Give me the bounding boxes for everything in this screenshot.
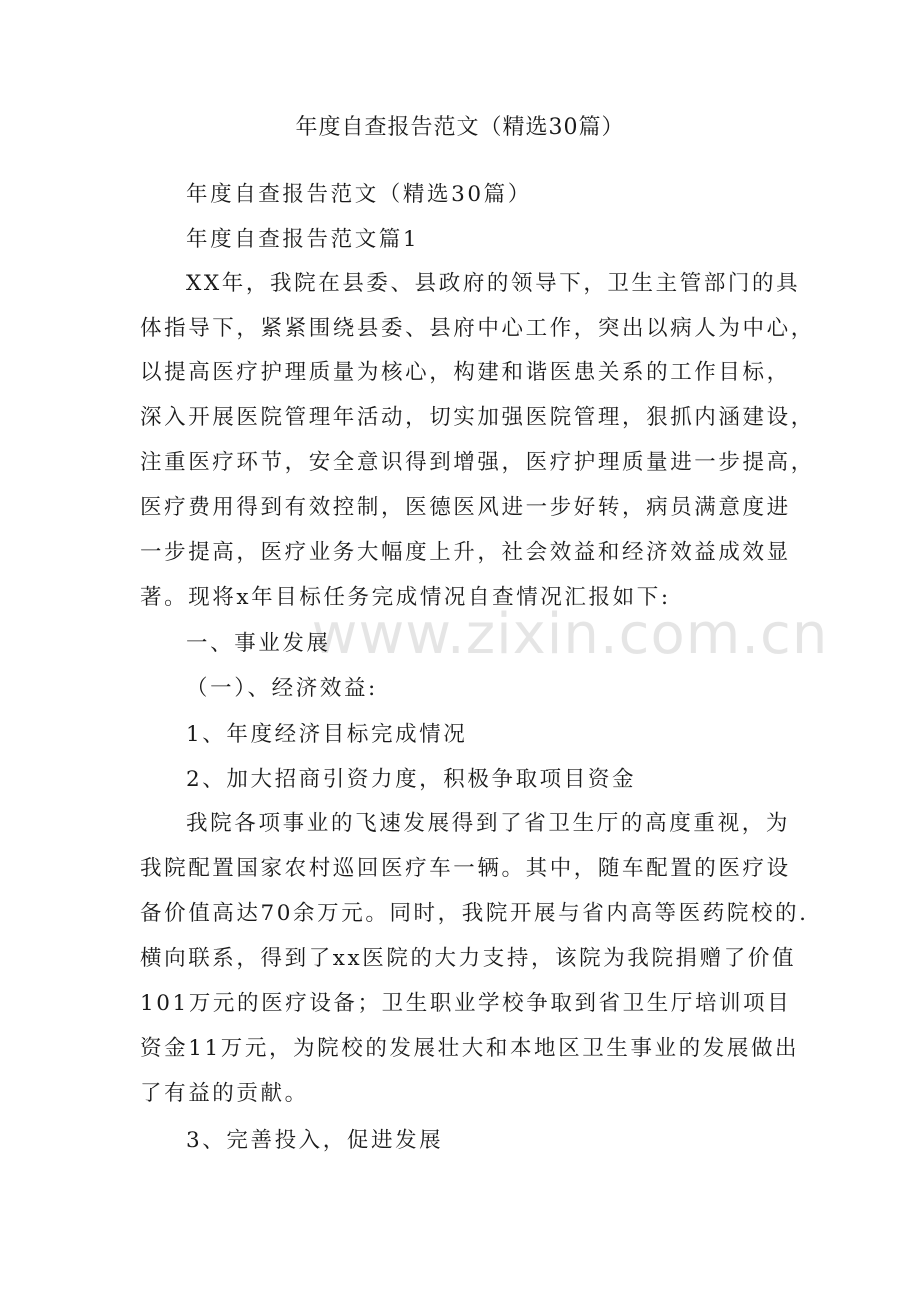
paragraph-line: 我院各项事业的飞速发展得到了省卫生厅的高度重视，为 [186, 811, 790, 836]
paragraph-line: XX年，我院在县委、县政府的领导下，卫生主管部门的具 [186, 271, 801, 296]
heading-line: 一、事业发展 [186, 631, 331, 656]
paragraph-line: 资金11万元，为院校的发展壮大和本地区卫生事业的发展做出 [140, 1036, 800, 1061]
subtitle-line: 年度自查报告范文（精选30篇） [186, 182, 532, 207]
watermark: www.zixin.com.cn [311, 602, 829, 667]
paragraph-line: 以提高医疗护理质量为核心，构建和谐医患关系的工作目标， [140, 360, 791, 385]
paragraph-line: 横向联系，得到了xx医院的大力支持，该院为我院捐赠了价值 [140, 946, 797, 971]
paragraph-line: 著。现将x年目标任务完成情况自查情况汇报如下: [140, 585, 671, 610]
heading-line: 2、加大招商引资力度，积极争取项目资金 [186, 767, 637, 792]
document-title: 年度自查报告范文（精选30篇） [295, 115, 625, 140]
paragraph-line: 备价值高达70余万元。同时，我院开展与省内高等医药院校的. [140, 901, 809, 926]
paragraph-line: 一步提高，医疗业务大幅度上升，社会效益和经济效益成效显 [140, 540, 791, 565]
heading-line: 3、完善投入，促进发展 [186, 1128, 444, 1153]
heading-line: （一）、经济效益: [186, 676, 378, 701]
paragraph-line: 体指导下，紧紧围绕县委、县府中心工作，突出以病人为中心， [140, 316, 815, 341]
section-heading: 年度自查报告范文篇1 [186, 227, 420, 252]
paragraph-line: 我院配置国家农村巡回医疗车一辆。其中，随车配置的医疗设 [140, 856, 791, 881]
heading-line: 1、年度经济目标完成情况 [186, 722, 468, 747]
paragraph-line: 注重医疗环节，安全意识得到增强，医疗护理质量进一步提高， [140, 450, 815, 475]
paragraph-line: 101万元的医疗设备；卫生职业学校争取到省卫生厅培训项目 [140, 991, 792, 1016]
paragraph-line: 医疗费用得到有效控制，医德医风进一步好转，病员满意度进 [140, 495, 791, 520]
paragraph-line: 了有益的贡献。 [140, 1081, 309, 1106]
paragraph-line: 深入开展医院管理年活动，切实加强医院管理，狠抓内涵建设， [140, 405, 815, 430]
